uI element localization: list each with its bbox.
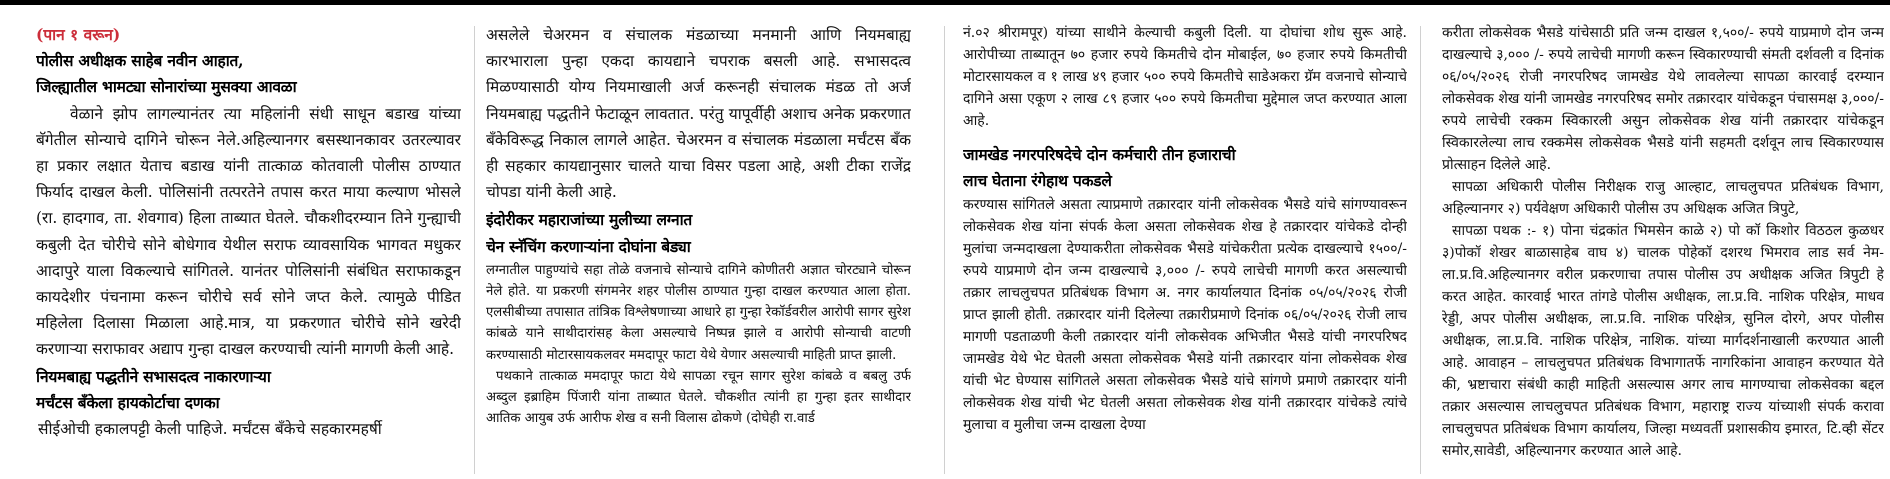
headline-2-line-1: नियमबाह्य पद्धतीने सभासदत्व नाकारणाऱ्या bbox=[36, 366, 271, 386]
headline-1-line-1: पोलीस अधीक्षक साहेब नवीन आहात, bbox=[36, 51, 244, 71]
headline-3-line-1: इंदोरीकर महाराजांच्या मुलीच्या लग्नात bbox=[486, 210, 693, 230]
article-3-body: लग्नातील पाहुण्यांचे सहा तोळे वजनाचे सोन्याचे दागिने कोणीतरी अज्ञात चोरट्याने चोरून नेले होते. या प्रकरणी संगमनेर शहर पोलीस ठाण्यात गुन्हा दाखल करण्यात आला होता. एलसीबीच्या तपासात तांत्रिक विश्लेषणाच्या आधारे हा गुन्हा रेकॉर्डवरील आरोपी सागर सुरेश कांबळे याने साथीदारांसह केला असल्याचे निष्पन्न झाले व आरोपी सोन्याची वाटणी करण्यासाठी मोटारसायकलवर ममदापूर फाटा येथे येणार असल्याची माहिती प्राप्त झाली. bbox=[486, 262, 911, 363]
headline-4-line-2: लाच घेताना रंगेहाथ पकडले bbox=[963, 171, 1112, 191]
article-4-officers: सापळा अधिकारी पोलीस निरीक्षक राजु आल्हाट, लाचलुचपत प्रतिबंधक विभाग, अहिल्यानगर २) पर्यवेक्षण अधिकारी पोलीस उप अधिक्षक अजित त्रिपुटे, bbox=[1442, 179, 1884, 217]
column-2 bbox=[486, 22, 911, 474]
column-divider-2 bbox=[944, 26, 945, 474]
top-rule bbox=[0, 0, 1890, 5]
article-4-continued-body: करीता लोकसेवक भैसडे यांचेसाठी प्रति जन्म दाखल १,५००/- रुपये याप्रमाणे दोन जन्म दाखल्याचे ३,००० /- रुपये लाचेची मागणी करून स्विकारण्याची संमती दर्शवली व दिनांक ०६/०५/२०२६ रोजी नगरपरिषद जामखेड येथे लावलेल्या सापळा कारवाई दरम्यान लोकसेवक शेख यांनी जामखेड नगरपरिषद समोर तक्रारदार यांचेकडून पंचासमक्ष ३,०००/- रुपये लाचेची रक्कम स्विकारली असुन लोकसेवक शेख यांनी तक्रारदार यांचेकडून स्विकारलेल्या लाच रक्कमेस लोकसेवक भैसडे यांनी सहमती दर्शवून लाच स्विकारण्यास प्रोत्साहन दिलेले आहे. bbox=[1442, 25, 1884, 173]
headline-4-line-1: जामखेड नगरपरिषदेचे दोन कर्मचारी तीन हजाराची bbox=[963, 145, 1236, 164]
article-2-body: सीईओची हकालपट्टी केली पाहिजे. मर्चंटस बँकेचे सहकारमहर्षी bbox=[38, 420, 382, 439]
article-4-team-and-appeal: सापळा पथक :- १) पोना चंद्रकांत भिमसेन काळे २) पो कॉ किशोर विठठल कुळधर ३)पोकॉ शेखर बाळासाहेब वाघ ४) चालक पोहेकॉ दशरथ भिमराव लाड सर्व नेम- ला.प्र.वि.अहिल्यानगर वरील प्रकरणाचा तपास पोलीस उप अधीक्षक अजित त्रिपुटी हे करत आहेत. कारवाई भारत तांगडे पोलीस अधीक्षक, ला.प्र.वि. नाशिक परिक्षेत्र, माधव रेड्डी, अपर पोलीस अधीक्षक, ला.प्र.वि. नाशिक परिक्षेत्र, सुनिल दोरगे, अपर पोलीस अधीक्षक, ला.प्र.वि. नाशिक परिक्षेत्र, नाशिक. यांच्या मार्गदर्शनाखाली करण्यात आली आहे. आवाहन – लाचलुचपत प्रतिबंधक विभागातर्फे नागरिकांना आवाहन करण्यात येते की, भ्रष्टाचारा संबंधी काही माहिती असल्यास अगर लाच मागण्याचा लोकसेवका बद्दल तक्रार असल्यास लाचलुचपत प्रतिबंधक विभाग, महाराष्ट्र राज्य यांच्याशी संपर्क करावा लाचलुचपत प्रतिबंधक विभाग कार्यालय, जिल्हा मध्यवर्ती प्रशासकीय इमारत, टि.व्ही सेंटर समोर,सावेडी, अहिल्यानगर करण्यात आले आहे. bbox=[1442, 223, 1884, 459]
headline-3-line-2: चेन स्नॅचिंग करणाऱ्यांना दोघांना बेड्या bbox=[486, 236, 691, 256]
article-1-body: वेळाने झोप लागल्यानंतर त्या महिलांनी संधी साधून बडाख यांच्या बॅगेतील सोन्याचे दागिने चोरून नेले.अहिल्यानगर बसस्थानकावर उतरल्यावर हा प्रकार लक्षात येताच बडाख यांनी तात्काळ कोतवाली पोलीस ठाण्यात फिर्याद दाखल केली. पोलिसांनी तत्परतेने तपास करत माया कल्याण भोसले (रा. हादगाव, ता. शेवगाव) हिला ताब्यात घेतले. चौकशीदरम्यान तिने गुन्ह्याची कबुली देत चोरीचे सोने बोधेगाव येथील सराफ व्यावसायिक भागवत मधुकर आदापुरे याला विकल्याचे सांगितले. यानंतर पोलिसांनी संबंधित सराफाकडून कायदेशीर पंचनामा करून चोरीचे सर्व सोने जप्त केले. त्यामुळे पीडित महिलेला दिलासा मिळाला आहे.मात्र, या प्रकरणात चोरीचे सोने खरेदी करणाऱ्या सराफावर अद्याप गुन्हा दाखल करण्याची त्यांनी मागणी केली आहे. bbox=[36, 104, 461, 359]
column-4 bbox=[1442, 22, 1884, 474]
article-3-continued-body: नं.०२ श्रीरामपूर) यांच्या साथीने केल्याची कबुली दिली. या दोघांचा शोध सुरू आहे. आरोपीच्या ताब्यातून ७० हजार रुपये किमतीचे दोन मोबाईल, ७० हजार रुपये किमतीची मोटारसायकल व १ लाख ४९ हजार ५०० रुपये किमतीचे साडेअकरा ग्रॅम वजनाचे सोन्याचे दागिने असा एकूण २ लाख ८९ हजार ५०० रुपये किमतीचा मुद्देमाल जप्त करण्यात आला आहे. bbox=[963, 25, 1407, 129]
column-divider-3 bbox=[1420, 26, 1421, 474]
column-1 bbox=[36, 22, 461, 474]
continued-label: (पान १ वरून) bbox=[36, 25, 121, 44]
article-4-body: करण्यास सांगितले असता त्याप्रमाणे तक्रारदार यांनी लोकसेवक भैसडे यांचे सांगण्यावरून लोकसेवक शेख यांना संपर्क केला असता लोकसेवक शेख हे तक्रारदार यांचेकडे दोन्ही मुलांचा जन्मदाखला देण्याकरीता लोकसेवक भैसडे यांचेकरीता प्रत्येक दाखल्याचे १५००/- रुपये याप्रमाणे दोन जन्म दाखल्याचे ३,००० /- रुपये लाचेची मागणी करत असल्याची तक्रार लाचलुचपत प्रतिबंधक विभाग अ. नगर कार्यालयात दिनांक ०५/०५/२०२६ रोजी प्राप्त झाली होती. तक्रारदार यांनी दिलेल्या तक्रारीप्रमाणे दिनांक ०६/०५/२०२६ रोजी लाच मागणी पडताळणी केली तक्रारदार यांनी लोकसेवक अभिजीत भैसडे यांची नगरपरिषद जामखेड येथे भेट घेतली असता लोकसेवक भैसडे यांनी तक्रारदार यांना लोकसेवक शेख यांची भेट घेण्यास सांगितले असता लोकसेवक भैसडे यांचे सांगणे प्रमाणे तक्रारदार यांनी लोकसेवक शेख यांची भेट घेतली असता लोकसेवक शेख यांनी तक्रारदार यांचेकडे त्यांचे मुलाचा व मुलीचा जन्म दाखला देण्या bbox=[963, 197, 1407, 434]
article-2-continued-body: असलेले चेअरमन व संचालक मंडळाच्या मनमानी आणि नियमबाह्य कारभाराला पुन्हा एकदा कायद्याने चपराक बसली आहे. सभासदत्व मिळण्यासाठी योग्य नियमाखाली अर्ज करूनही संचालक मंडळ तो अर्ज नियमबाह्य पद्धतीने फेटाळून लावतात. परंतु यापूर्वीही अशाच अनेक प्रकरणात बँकेविरूद्ध निकाल लागले आहेत. चेअरमन व संचालक मंडळाला मर्चंटस बँक ही सहकार कायद्यानुसार चालते याचा विसर पडला आहे, अशी टीका राजेंद्र चोपडा यांनी केली आहे. bbox=[486, 26, 911, 202]
headline-1-line-2: जिल्ह्यातील भामट्या सोनारांच्या मुसक्या आवळा bbox=[36, 77, 297, 97]
column-3 bbox=[963, 22, 1407, 474]
headline-2-line-2: मर्चंटस बँकेला हायकोर्टाचा दणका bbox=[36, 392, 220, 412]
column-divider-1 bbox=[474, 26, 475, 474]
article-3-body-2: पथकाने तात्काळ ममदापूर फाटा येथे सापळा रचून सागर सुरेश कांबळे व बबलु उर्फ अब्दुल इब्राहिम पिंजारी यांना ताब्यात घेतले. चौकशीत त्यांनी हा गुन्हा इतर साथीदार आतिक आयुब उर्फ आरीफ शेख व सनी विलास ढोकणे (दोघेही रा.वार्ड bbox=[486, 368, 911, 427]
